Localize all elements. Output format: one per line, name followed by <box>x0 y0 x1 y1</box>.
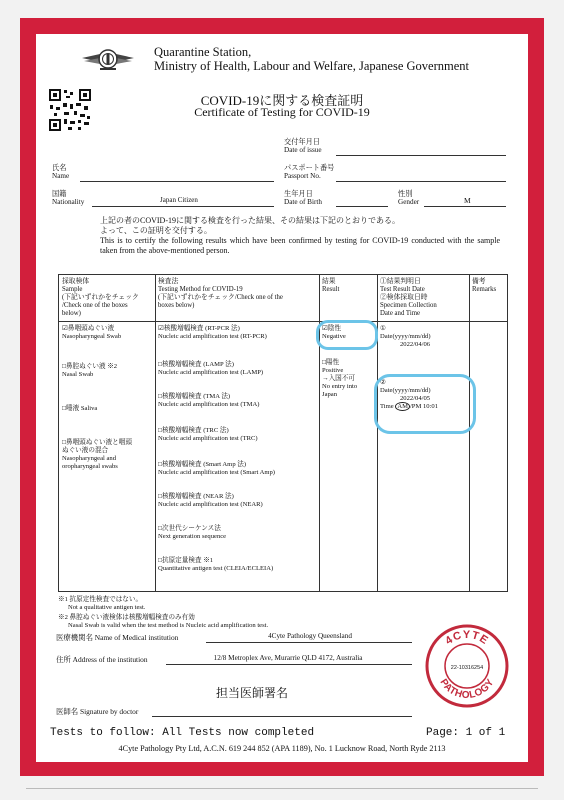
institution-name-label: 医療機関名 Name of Medical institution <box>56 633 179 642</box>
dob-line <box>336 206 388 207</box>
result-date: ① Date(yyyy/mm/dd) 2022/04/06 <box>380 325 431 348</box>
stamp-number: 22-10316254 <box>450 665 484 671</box>
intro-jp-line2: よって、この証明を交付する。 <box>100 226 212 235</box>
issue-date-label-jp: 交付年月日 <box>284 138 320 146</box>
gender-label-jp: 性別 <box>398 190 413 198</box>
result-negative: ☑陰性 Negative <box>322 325 346 340</box>
header-station: Quarantine Station, <box>154 45 252 59</box>
time-label: Time <box>380 403 394 410</box>
doctor-signature-heading: 担当医師署名 <box>216 686 289 700</box>
method-option: □核酸増幅検査 (TRC 法) Nucleic acid amplification test (TRC) <box>158 427 258 442</box>
highlight-negative <box>316 320 378 350</box>
header-method: 検査法 Testing Method for COVID-19 (下記いずれかをチェック/Check one of the boxes below) <box>158 278 283 309</box>
highlight-collection-date <box>374 374 476 434</box>
stamp-bottom-text: PATHOLOGY <box>437 677 497 702</box>
title-english: Certificate of Testing for COVID-19 <box>194 105 370 119</box>
passport-label-jp: パスポート番号 <box>284 164 335 172</box>
name-line <box>80 181 274 182</box>
nationality-line <box>92 206 274 207</box>
result-positive: □陽性 Positive →入国不可 No entry into Japan <box>322 359 358 398</box>
pathology-stamp-icon <box>425 624 509 708</box>
gender-line <box>424 206 506 207</box>
intro-en: This is to certify the following results which have been confirmed by testing for COVID-19 conducted with the sample taken from the above-mentioned person. <box>100 236 500 255</box>
gender-label-en: Gender <box>398 198 420 206</box>
time-value: /PM 10:01 <box>409 403 438 410</box>
dob-label-jp: 生年月日 <box>284 190 313 198</box>
method-option: ☑核酸増幅検査 (RT-PCR 法) Nucleic acid amplification test (RT-PCR) <box>158 325 267 340</box>
passport-line <box>336 181 506 182</box>
header-sample: 採取検体 Sample (下記いずれかをチェック /Check one of the boxes below) <box>62 278 139 317</box>
method-option: □核酸増幅検査 (Smart Amp 法) Nucleic acid amplification test (Smart Amp) <box>158 461 276 476</box>
sample-option: ☑鼻咽頭ぬぐい液 Nasopharyngeal Swab <box>62 325 122 340</box>
intro-jp-line1: 上記の者のCOVID-19に関する検査を行った結果、その結果は下記のとおりである。 <box>100 216 400 225</box>
svg-text:PATHOLOGY <box>437 677 496 701</box>
stamp-top-text: 4CYTE <box>443 629 491 648</box>
method-option: □次世代シーケンス法 Next generation sequence <box>158 525 227 540</box>
institution-name-value: 4Cyte Pathology Queensland <box>268 632 352 640</box>
page-number: Page: 1 of 1 <box>426 727 506 739</box>
header-ministry: Ministry of Health, Labour and Welfare, Japanese Government <box>154 59 469 73</box>
method-option: □核酸増幅検査 (TMA 法) Nucleic acid amplification test (TMA) <box>158 393 260 408</box>
page-edge-line <box>26 788 538 789</box>
title-japanese: COVID-19に関する検査証明 <box>200 93 364 108</box>
certificate-page <box>36 34 528 762</box>
institution-address-label: 住所 Address of the institution <box>56 655 148 664</box>
company-footer: 4Cyte Pathology Pty Ltd, A.C.N. 619 244 852 (APA 1189), No. 1 Lucknow Road, North Ryde 2113 <box>118 744 446 753</box>
collection-date: ② Date(yyyy/mm/dd) 2022/04/05 Time AM /PM 10:01 <box>380 379 438 410</box>
tests-status: Tests to follow: All Tests now completed <box>50 727 315 739</box>
method-option: □核酸増幅検査 (NEAR 法) Nucleic acid amplification test (NEAR) <box>158 493 263 508</box>
issue-date-label-en: Date of issue <box>284 146 322 154</box>
method-option: □抗原定量検査 ※1 Quantitative antigen test (CLEIA/ECLEIA) <box>158 557 274 572</box>
nationality-label-jp: 国籍 <box>52 190 67 198</box>
doctor-signature-label: 医師名 Signature by doctor <box>56 707 139 716</box>
note-2: ※2 鼻腔ぬぐい液検体は核酸増幅検査のみ有効 Nasal Swab is valid when the test method is Nucleic acid amplification test. <box>58 614 269 629</box>
institution-address-value: 12/8 Metroplex Ave, Murarrie QLD 4172, Australia <box>213 654 363 662</box>
sample-option: □鼻咽頭ぬぐい液と咽頭 ぬぐい液の混合 Nasopharyngeal and oropharyngeal swabs <box>62 439 132 470</box>
issue-date-line <box>336 155 506 156</box>
header-remarks: 備考 Remarks <box>472 278 497 293</box>
am-circled: AM <box>397 403 408 410</box>
sample-option: □鼻腔ぬぐい液 ※2 Nasal Swab <box>62 363 118 378</box>
name-label-en: Name <box>52 172 70 180</box>
nationality-label-en: Nationality <box>52 198 85 206</box>
header-dates: ①結果判明日 Test Result Date ②検体採取日時 Specimen Collection Date and Time <box>380 278 437 317</box>
intro-text <box>100 216 500 256</box>
gender-value: M <box>464 196 471 205</box>
government-emblem-icon <box>80 44 136 74</box>
dob-label-en: Date of Birth <box>284 198 322 206</box>
passport-label-en: Passport No. <box>284 172 321 180</box>
name-label-jp: 氏名 <box>52 164 67 172</box>
header-result: 結果 Result <box>322 278 340 293</box>
sample-option: □唾液 Saliva <box>62 405 98 412</box>
method-option: □核酸増幅検査 (LAMP 法) Nucleic acid amplification test (LAMP) <box>158 361 264 376</box>
note-1: ※1 抗原定性検査ではない。 Not a qualitative antigen test. <box>58 596 146 611</box>
nationality-value: Japan Citizen <box>160 196 198 204</box>
